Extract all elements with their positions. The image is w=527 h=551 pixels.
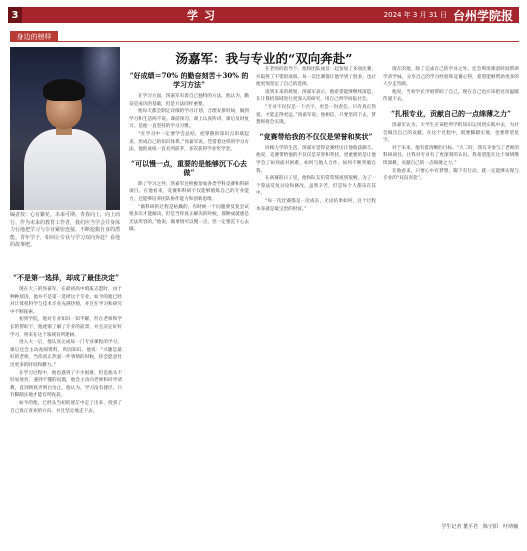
article-column-1 bbox=[10, 268, 122, 538]
article-paragraph: “做科研的过程是枯燥的，有时候一个问题要反复尝试很多次才能解决，但是当你真正解决的时候，那种成就感是无法形容的。”他说，做事情可以慢一点，但一定要沉下心去做。 bbox=[129, 204, 249, 233]
article-paragraph: 现在的他，除了完成自己的学业之外，还会利用课余时间帮助学弟学妹，分享自己的学习经验和竞赛心得，希望能够帮助更多的人少走弯路。 bbox=[383, 67, 519, 88]
article-paragraph: “在学习中一定要学会总结，把零散的知识点串联起来，形成自己的知识体系。”汤嘉军说。凭借着这样的学习方法，他的成绩一直名列前茅，多次获得学业奖学金。 bbox=[129, 131, 249, 153]
column-divider bbox=[58, 41, 519, 42]
portrait-hair bbox=[43, 79, 85, 101]
student-portrait bbox=[10, 47, 120, 210]
newspaper-brand: 台州学院报 bbox=[452, 8, 513, 23]
subheading: “扎根专业，贡献自己的一点绵薄之力” bbox=[390, 108, 512, 118]
article-paragraph: 现在大三的汤嘉军，在最初高中填报志愿时，由于种种原因，他并不是第一选择这个专业，如今的他已经对计算机科学与技术专业充满热情，并且在学习和研究中不断探索。 bbox=[10, 287, 122, 315]
article-paragraph: 在学习方面，汤嘉军有着自己独特的方法。他认为，勤奋是成功的基础，但是方法同样重要。 bbox=[129, 94, 249, 107]
article-paragraph: 在他看来，只要心中有梦想，脚下有行动，就一定能够实现与专业的“双向奔赴”。 bbox=[383, 168, 519, 182]
portrait-shirt bbox=[24, 129, 106, 210]
article-paragraph: “每一次比赛都是一次成长，无论结果如何，这个过程本身就是最宝贵的财富。” bbox=[256, 198, 376, 212]
article-paragraph: 他每天都会制定详细的学习计划，合理安排时间，做到学习和生活两不误。课前预习、课上认真听讲、课后及时复习，是他一直坚持的学习习惯。 bbox=[129, 109, 249, 130]
subheading: “不是第一选择，却成了最佳决定” bbox=[12, 273, 120, 282]
header-bar bbox=[8, 7, 519, 23]
article-paragraph: 汤嘉军认为，大学生应该把所学的知识运用到实践中去，为社会做出自己的贡献。在这个过程中，既要脚踏实地，也要仰望星空。 bbox=[383, 122, 519, 144]
article-paragraph: 在学习过程中，他也遇到了不少困难，但是他从不轻易放弃。遇到不懂的问题，他会主动向老师和同学请教，直到彻底弄明白为止。他认为，学习没有捷径，只有脚踏实地才能有所收获。 bbox=[10, 370, 122, 399]
background-light bbox=[80, 47, 120, 107]
editor-note: 编者按：心有繁花，未来可期。青春向上，向上而行。作为未来的教育工作者，我们应当学会并身体力行地把学习与专业紧密连接，不断挖掘自身的潜能。青年学子，如何让专业与学习双向奔赴？看他的故事吧。 bbox=[10, 212, 121, 248]
section-title: 学习 bbox=[187, 9, 221, 22]
article-column-2 bbox=[129, 66, 249, 542]
byline: 学生记者 董平君 陈宇阳 叶靖楠 bbox=[441, 524, 518, 530]
article-column-3 bbox=[256, 66, 376, 542]
article-paragraph: 在备赛的日子里，他和队友们常常熬夜到很晚，为了一个算法反复讨论和修改。虽然辛苦，但是每个人都乐在其中。 bbox=[256, 176, 376, 197]
column-tag: 身边的榜样 bbox=[10, 31, 58, 42]
article-title: 汤嘉军：我与专业的“双向奔赴” bbox=[175, 51, 353, 66]
article-paragraph: 除了学习之外，汤嘉军还积极参加各类学科竞赛和科研项目。在他看来，竞赛和科研不仅能够锻炼自己的专业能力，还能够培养团队协作能力和创新思维。 bbox=[129, 181, 249, 202]
article-paragraph: 初到学院，他对专业知识一知半解，但在老师和学长的帮助下，他逐渐了解了专业的前景，并且决定好好学习，将来在这个领域有所建树。 bbox=[10, 317, 122, 338]
article-paragraph: “专业不仅仅是一个名字，更是一份责任。只有真正热爱，才能走得更远。”汤嘉军说。他相信，只要坚持下去，梦想终将会实现。 bbox=[256, 104, 376, 126]
article-paragraph: 回顾大学的生活，汤嘉军觉得竞赛经历让他收获颇丰。他说，竞赛带给他的不仅仅是荣誉和奖状，更重要的是让他学会了如何面对困难、如何与他人合作、如何不断突破自我。 bbox=[256, 145, 376, 174]
page-number: 3 bbox=[8, 7, 22, 23]
article-paragraph: 在老师的指导下，他和团队成员一起参加了多项比赛，并取得了不错的成绩。每一次比赛都让他学到了很多，也让他更加坚定了自己的选择。 bbox=[256, 67, 376, 88]
subheading: “好成绩＝70% 的勤奋刻苦＋30% 的学习方法” bbox=[129, 71, 249, 89]
article-paragraph: 进入大一后，他认真完成每一门专业课程的学习，课后还会主动查阅资料、巩固知识。他说：“兴趣是最好的老师，当你真正热爱一件事情的时候，你会愿意付出更多的时间和精力。” bbox=[10, 340, 122, 368]
article-column-4 bbox=[383, 66, 519, 518]
subheading: “可以慢一点，重要的是能够沉下心去做” bbox=[130, 158, 248, 177]
article-paragraph: 对于未来，他有着清晰的目标。“大二时，我有幸参与了老师的科研项目，让我对专业有了更深刻的认识。我希望能在这个领域继续深耕，贡献自己的一点绵薄之力。” bbox=[383, 145, 519, 166]
article-paragraph: 他说，当初学长学姐帮助了自己，现在自己也应该把这份温暖传递下去。 bbox=[383, 89, 519, 103]
article-paragraph: 谈到未来的规划，汤嘉军表示，他希望能够继续深造，在计算机领域进行更深入的研究，用自己所学回报社会。 bbox=[256, 89, 376, 103]
issue-date: 2024 年 3 月 31 日 bbox=[383, 11, 447, 19]
article-paragraph: 如今的他，已经从当初的迷茫中走了出来，找到了自己真正喜欢的方向，并且坚定地走下去。 bbox=[10, 400, 122, 414]
subheading: “竞赛带给我的不仅仅是荣誉和奖状” bbox=[259, 131, 373, 141]
